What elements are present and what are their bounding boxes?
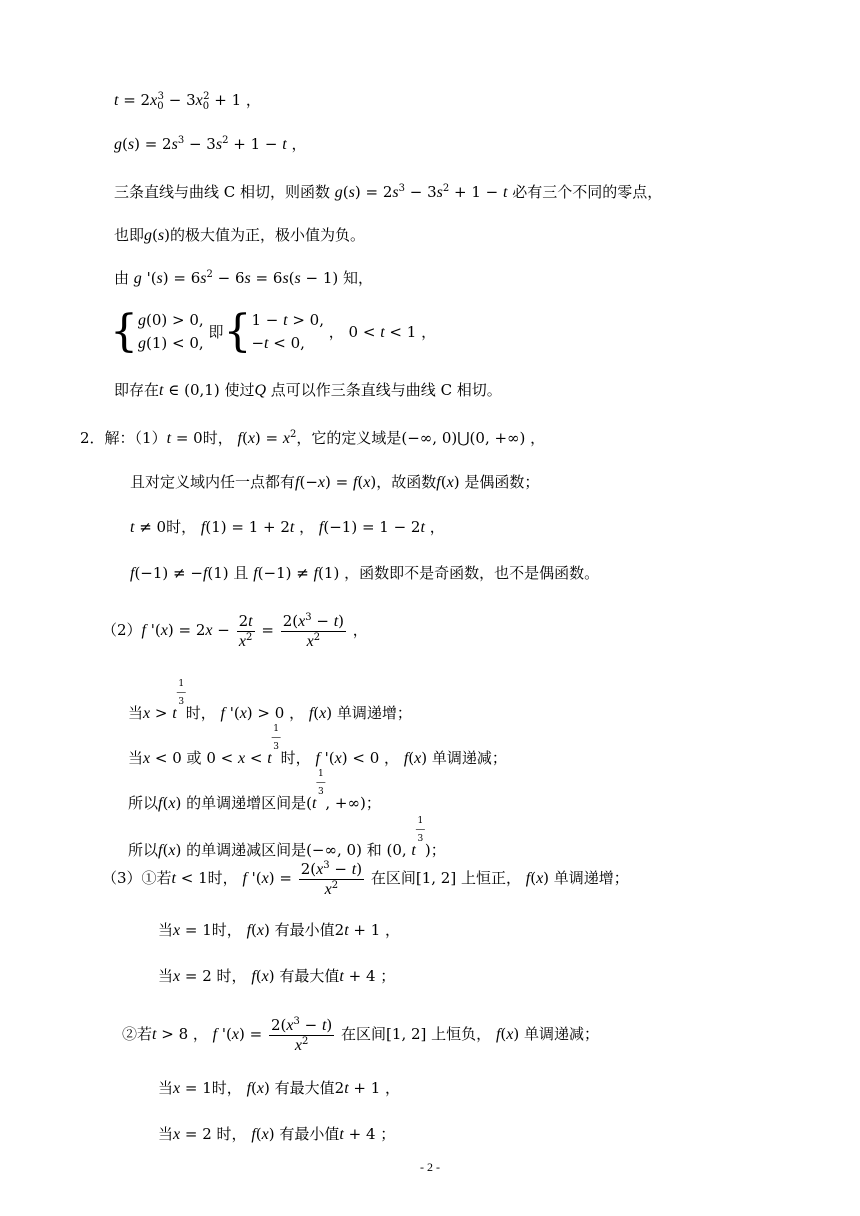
system-inequalities: { g(0) > 0, g(1) < 0, 即{ 1 − t > 0, −t < 0, ， 0 < t < 1 ， [110,306,437,357]
part-3-case-1: （3）①若t < 1时， f '(x) = $\frac{2(x^3 - t)}{x^2}$ 在区间[1, 2] 上恒正， f(x) 单调递增； [102,859,629,898]
text-case2-max: 当x = 1时， f(x) 有最大值2t + 1 ， [158,1079,401,1097]
text-even-function: 且对定义域内任一点都有f(−x) = f(x)，故函数f(x) 是偶函数； [130,473,540,491]
text-extrema: 也即g(s)的极大值为正，极小值为负。 [114,226,365,244]
text-increasing-interval: 所以f(x) 的单调递增区间是($t^{1 ― 3}$, +∞)； [128,769,381,812]
formula-t: $t = 2x_0^3 - 3x_0^2 + 1$ ， [114,91,261,112]
formula-g: $g(s) = 2s^3 - 3s^2 + 1 - t$ ， [114,135,307,153]
text-t-nonzero: t ≠ 0时， f(1) = 1 + 2t ， f(−1) = 1 − 2t ， [130,518,445,536]
text-case1-max: 当x = 2 时， f(x) 有最大值t + 4 ； [158,967,396,985]
text-case2-min: 当x = 2 时， f(x) 有最小值t + 4 ； [158,1125,396,1143]
text-derivative-g: 由 g '$(s) = 6s^2 - 6s = 6s(s - 1)$ 知， [114,269,374,287]
text-neither: f(−1) ≠ −f(1) 且 f(−1) ≠ f(1) ，函数即不是奇函数，也不是偶函数。 [130,564,600,582]
text-case1-min: 当x = 1时， f(x) 有最小值2t + 1 ， [158,921,401,939]
part-2-derivative: （2）f '(x) = 2x − $\frac{2t}{x^2}$ = $\frac{2(x^3 - t)}{x^2}$ ， [102,611,368,650]
text-decreasing-interval: 所以f(x) 的单调递减区间是(−∞, 0) 和 (0, $t^{1 ― 3}$)； [128,816,446,859]
text-exists-t: 即存在t ∈ (0,1) 使过Q 点可以作三条直线与曲线 C 相切。 [114,381,502,399]
text-three-lines: 三条直线与曲线 C 相切，则函数 $g(s) = 2s^3 - 3s^2 + 1 - t$ 必有三个不同的零点， [114,183,663,201]
section-2-part1: 2．解：（1）t = 0时， $f(x) = x^2$，它的定义域是(−∞, 0)⋃(0, +∞) ， [80,429,546,447]
text-increasing-cond: 当$x > t^{1 ― 3}$时， f '(x) > 0 ， f(x) 单调递增； [128,679,412,722]
page-number: - 2 - [420,1160,440,1174]
text-decreasing-cond: 当x < 0 或 $0 < x < t^{1 ― 3}$时， f '(x) < 0 ， f(x) 单调递减； [128,724,507,767]
part-3-case-2: ②若t > 8 ， f '(x) = $\frac{2(x^3 - t)}{x^2}$ 在区间[1, 2] 上恒负， f(x) 单调递减； [122,1015,600,1054]
